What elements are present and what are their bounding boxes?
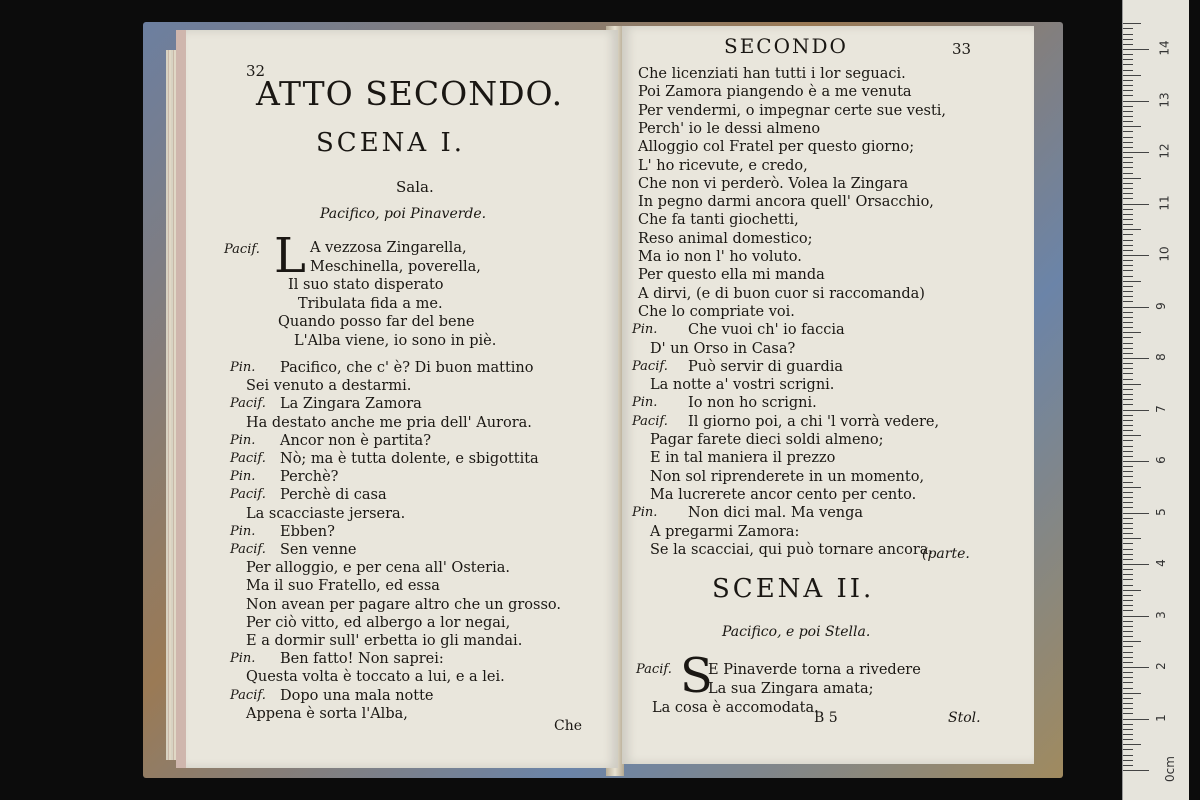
- characters-line: Pacifico, e poi Stella.: [722, 624, 871, 640]
- verse-line: Tribulata fida a me.: [298, 295, 443, 312]
- verse-line: D' un Orso in Casa?: [650, 340, 796, 357]
- ruler-label: 9: [1153, 301, 1168, 310]
- speaker-label: Pin.: [632, 505, 658, 521]
- ruler-tick: [1123, 399, 1133, 400]
- verse-line: Se la scacciai, qui può tornare ancora.: [650, 541, 934, 558]
- verse-line: Quando posso far del bene: [278, 314, 475, 330]
- ruler-tick: [1123, 394, 1133, 395]
- ruler-tick: [1123, 497, 1133, 498]
- ruler-tick: [1123, 59, 1133, 60]
- verse-line: Per ciò vitto, ed albergo a lor negai,: [246, 614, 511, 631]
- verse-line: Meschinella, poverella,: [310, 258, 481, 275]
- ruler-tick: [1123, 245, 1133, 246]
- ruler-tick: [1123, 188, 1133, 189]
- ruler-tick: [1123, 343, 1133, 344]
- verse-line: E Pinaverde torna a rivedere: [708, 662, 921, 678]
- speaker-label: Pacif.: [230, 396, 266, 412]
- ruler-tick: [1123, 507, 1133, 508]
- ruler-tick: [1123, 440, 1133, 441]
- ruler-tick: [1123, 672, 1133, 673]
- ruler-tick: [1123, 420, 1133, 421]
- verse-line: La Zingara Zamora: [280, 396, 422, 413]
- right-page: [622, 26, 1034, 764]
- ruler-tick: [1123, 70, 1133, 71]
- measuring-ruler: [1122, 0, 1189, 800]
- ruler-tick: [1123, 616, 1149, 617]
- speaker-label: Pacif.: [230, 487, 266, 503]
- ruler-tick: [1123, 724, 1133, 725]
- verse-line: A vezzosa Zingarella,: [310, 240, 467, 256]
- ruler-tick: [1123, 281, 1141, 282]
- verse-line: Questa volta è toccato a lui, e a lei.: [246, 669, 505, 686]
- drop-cap: S: [680, 648, 713, 704]
- ruler-tick: [1123, 693, 1141, 694]
- verse-line: Ancor non è partita?: [280, 432, 431, 449]
- verse-line: Per questo ella mi manda: [638, 267, 825, 284]
- verse-line: Il suo stato disperato: [288, 277, 444, 293]
- verse-line: Ma lucrerete ancor cento per cento.: [650, 486, 917, 503]
- ruler-tick: [1123, 260, 1133, 261]
- ruler-tick: [1123, 363, 1133, 364]
- speaker-label: Pacif.: [230, 542, 266, 557]
- verse-line: Reso animal domestico;: [638, 230, 813, 247]
- act-title: ATTO SECONDO.: [256, 74, 564, 113]
- verse-line: L' ho ricevute, e credo,: [638, 157, 808, 174]
- verse-line: Sen venne: [280, 542, 357, 558]
- ruler-tick: [1123, 209, 1133, 210]
- ruler-tick: [1123, 90, 1133, 91]
- ruler-tick: [1123, 523, 1133, 524]
- ruler-tick: [1123, 590, 1141, 591]
- verse-line: La cosa è accomodata.: [652, 700, 819, 716]
- verse-line: Può servir di guardia: [688, 358, 844, 375]
- ruler-tick: [1123, 296, 1133, 297]
- verse-line: Poi Zamora piangendo è a me venuta: [638, 84, 912, 101]
- verse-line: Dopo una mala notte: [280, 687, 434, 704]
- ruler-tick: [1123, 482, 1133, 483]
- ruler-tick: [1123, 312, 1133, 313]
- ruler-tick: [1123, 332, 1141, 333]
- verse-line: Per vendermi, o impegnar certe sue vesti,: [638, 102, 947, 119]
- verse-line: Ha destato anche me pria dell' Aurora.: [246, 414, 532, 431]
- ruler-tick: [1123, 255, 1149, 256]
- verse-line: Che fa tanti giochetti,: [638, 212, 799, 229]
- ruler-tick: [1123, 250, 1133, 251]
- ruler-tick: [1123, 54, 1133, 55]
- ruler-tick: [1123, 384, 1141, 385]
- speaker-label: Pin.: [230, 432, 256, 448]
- left-page: [176, 30, 618, 768]
- verse-line: A pregarmi Zamora:: [650, 523, 800, 540]
- ruler-tick: [1123, 446, 1133, 447]
- ruler-tick: [1123, 198, 1133, 199]
- ruler-tick: [1123, 744, 1141, 745]
- verse-line: Io non ho scrigni.: [688, 395, 817, 412]
- ruler-tick: [1123, 466, 1133, 467]
- ruler-tick: [1123, 641, 1141, 642]
- ruler-tick: [1123, 322, 1133, 323]
- ruler-label: 10: [1157, 246, 1172, 262]
- ruler-tick: [1123, 389, 1133, 390]
- ruler-tick: [1123, 147, 1133, 148]
- ruler-tick: [1123, 677, 1133, 678]
- ruler-tick: [1123, 451, 1133, 452]
- ruler-tick: [1123, 682, 1133, 683]
- verse-line: Ebben?: [280, 523, 335, 540]
- ruler-tick: [1123, 564, 1149, 565]
- verse-line: Ben fatto! Non saprei:: [280, 651, 444, 668]
- ruler-label: 8: [1153, 353, 1168, 361]
- verse-line: La scacciaste jersera.: [246, 505, 406, 522]
- verse-line: In pegno darmi ancora quell' Orsacchio,: [638, 194, 934, 211]
- speaker-label: Pacif.: [230, 451, 266, 466]
- verse-line: E a dormir sull' erbetta io gli mandai.: [246, 633, 523, 649]
- verse-line: Che vuoi ch' io faccia: [688, 322, 845, 339]
- ruler-tick: [1123, 162, 1133, 163]
- ruler-label: 6: [1153, 456, 1168, 464]
- ruler-tick: [1123, 39, 1133, 40]
- catchword: Stol.: [948, 710, 981, 726]
- ruler-tick: [1123, 528, 1133, 529]
- ruler-tick: [1123, 348, 1133, 349]
- ruler-tick: [1123, 121, 1133, 122]
- scene-heading: SCENA I.: [316, 128, 466, 158]
- ruler-tick: [1123, 111, 1133, 112]
- verse-line: Nò; ma è tutta dolente, e sbigottita: [280, 451, 539, 467]
- verse-line: E in tal maniera il prezzo: [650, 450, 836, 467]
- ruler-tick: [1123, 80, 1133, 81]
- ruler-tick: [1123, 533, 1133, 534]
- ruler-tick: [1123, 667, 1149, 668]
- ruler-tick: [1123, 415, 1133, 416]
- verse-line: Sei venuto a destarmi.: [246, 378, 412, 395]
- ruler-label: 3: [1153, 610, 1168, 619]
- ruler-tick: [1123, 95, 1133, 96]
- ruler-tick: [1123, 688, 1133, 689]
- ruler-tick: [1123, 106, 1133, 107]
- ruler-tick: [1123, 698, 1133, 699]
- ruler-tick: [1123, 219, 1133, 220]
- ruler-tick: [1123, 595, 1133, 596]
- ruler-tick: [1123, 137, 1133, 138]
- speaker-label: Pacif.: [632, 413, 668, 429]
- ruler-tick: [1123, 652, 1133, 653]
- ruler-tick: [1123, 34, 1133, 35]
- ruler-tick: [1123, 610, 1133, 611]
- ruler-tick: [1123, 456, 1133, 457]
- ruler-tick: [1123, 167, 1133, 168]
- ruler-tick: [1123, 368, 1133, 369]
- characters-line: Pacifico, poi Pinaverde.: [320, 206, 487, 222]
- ruler-tick: [1123, 44, 1133, 45]
- ruler-tick: [1123, 703, 1133, 704]
- speaker-label: Pacif.: [230, 687, 266, 703]
- catchword: Che: [554, 718, 583, 734]
- ruler-tick: [1123, 713, 1133, 714]
- ruler-tick: [1123, 471, 1133, 472]
- verse-line: L'Alba viene, io sono in piè.: [294, 332, 497, 349]
- ruler-tick: [1123, 173, 1133, 174]
- speaker-label: Pacif.: [632, 358, 668, 374]
- ruler-tick: [1123, 126, 1141, 127]
- verse-line: Il giorno poi, a chi 'l vorrà vedere,: [688, 413, 940, 430]
- ruler-tick: [1123, 49, 1149, 50]
- ruler-tick: [1123, 131, 1133, 132]
- speaker-label: Pin.: [632, 395, 658, 411]
- ruler-tick: [1123, 657, 1133, 658]
- ruler-tick: [1123, 549, 1133, 550]
- ruler-tick: [1123, 116, 1133, 117]
- ruler-tick: [1123, 755, 1133, 756]
- verse-line: Ma io non l' ho voluto.: [638, 249, 802, 265]
- ruler-tick: [1123, 291, 1133, 292]
- ruler-tick: [1123, 770, 1149, 771]
- ruler-tick: [1123, 662, 1133, 663]
- ruler-tick: [1123, 487, 1141, 488]
- ruler-tick: [1123, 574, 1133, 575]
- ruler-tick: [1123, 461, 1149, 462]
- ruler-tick: [1123, 85, 1133, 86]
- ruler-tick: [1123, 224, 1133, 225]
- verse-line: Ma il suo Fratello, ed essa: [246, 578, 440, 595]
- verse-line: Non sol riprenderete in un momento,: [650, 468, 925, 485]
- ruler-tick: [1123, 734, 1133, 735]
- verse-line: Alloggio col Fratel per questo giorno;: [638, 139, 915, 156]
- ruler-tick: [1123, 636, 1133, 637]
- ruler-tick: [1123, 430, 1133, 431]
- ruler-label: 13: [1157, 91, 1172, 108]
- speaker-label: Pin.: [230, 523, 256, 539]
- ruler-tick: [1123, 64, 1133, 65]
- ruler-tick: [1123, 229, 1141, 230]
- scene-setting: Sala.: [396, 178, 434, 196]
- ruler-tick: [1123, 729, 1133, 730]
- ruler-tick: [1123, 605, 1133, 606]
- ruler-tick: [1123, 708, 1133, 709]
- ruler-tick: [1123, 214, 1133, 215]
- ruler-tick: [1123, 538, 1141, 539]
- ruler-tick: [1123, 373, 1133, 374]
- speaker-label: Pacif.: [224, 242, 260, 257]
- verse-line: La notte a' vostri scrigni.: [650, 377, 835, 394]
- page-number: 32: [246, 62, 266, 80]
- speaker-label: Pacif.: [636, 662, 672, 677]
- verse-line: Per alloggio, e per cena all' Osteria.: [246, 560, 510, 577]
- verse-line: Perchè?: [280, 469, 339, 486]
- speaker-label: Pin.: [230, 651, 256, 667]
- drop-cap: L: [274, 228, 306, 284]
- ruler-label: 5: [1153, 507, 1168, 516]
- ruler-tick: [1123, 327, 1133, 328]
- ruler-tick: [1123, 739, 1133, 740]
- verse-line: Appena è sorta l'Alba,: [246, 705, 408, 722]
- ruler-tick: [1123, 142, 1133, 143]
- ruler-tick: [1123, 270, 1133, 271]
- ruler-label: 14: [1157, 40, 1172, 56]
- verse-line: Che lo compriate voi.: [638, 303, 795, 320]
- ruler-tick: [1123, 765, 1133, 766]
- ruler-tick: [1123, 554, 1133, 555]
- ruler-label: 11: [1157, 194, 1172, 211]
- ruler-tick: [1123, 28, 1133, 29]
- ruler-tick: [1123, 760, 1133, 761]
- ruler-label: 0cm: [1162, 756, 1177, 782]
- ruler-tick: [1123, 513, 1149, 514]
- ruler-tick: [1123, 435, 1141, 436]
- verse-line: Non avean per pagare altro che un grosso.: [246, 596, 561, 613]
- ruler-tick: [1123, 204, 1149, 205]
- ruler-tick: [1123, 646, 1133, 647]
- ruler-tick: [1123, 178, 1141, 179]
- verse-line: La sua Zingara amata;: [708, 681, 874, 697]
- ruler-tick: [1123, 410, 1149, 411]
- page-number: 33: [952, 40, 972, 58]
- verse-line: Pagar farete dieci soldi almeno;: [650, 432, 884, 448]
- signature-mark: B 5: [814, 710, 838, 726]
- ruler-tick: [1123, 476, 1133, 477]
- verse-line: Che non vi perderò. Volea la Zingara: [638, 175, 909, 192]
- ruler-label: 7: [1153, 404, 1168, 413]
- ruler-tick: [1123, 749, 1133, 750]
- verse-line: Perchè di casa: [280, 487, 387, 504]
- ruler-label: 12: [1157, 143, 1172, 159]
- verse-line: Perch' io le dessi almeno: [638, 120, 821, 137]
- ruler-tick: [1123, 559, 1133, 560]
- ruler-tick: [1123, 337, 1133, 338]
- ruler-tick: [1123, 579, 1133, 580]
- ruler-tick: [1123, 543, 1133, 544]
- speaker-label: Pin.: [632, 322, 658, 338]
- scene-heading: SCENA II.: [712, 574, 875, 604]
- ruler-tick: [1123, 425, 1133, 426]
- verse-line: Pacifico, che c' è? Di buon mattino: [280, 360, 534, 376]
- ruler-tick: [1123, 157, 1133, 158]
- ruler-label: 4: [1153, 559, 1168, 567]
- ruler-tick: [1123, 276, 1133, 277]
- ruler-tick: [1123, 358, 1149, 359]
- ruler-label: 1: [1153, 713, 1168, 722]
- ruler-tick: [1123, 234, 1133, 235]
- ruler-tick: [1123, 719, 1149, 720]
- speaker-label: Pin.: [230, 469, 256, 485]
- ruler-tick: [1123, 193, 1133, 194]
- ruler-tick: [1123, 301, 1133, 302]
- ruler-tick: [1123, 265, 1133, 266]
- ruler-tick: [1123, 502, 1133, 503]
- ruler-tick: [1123, 23, 1141, 24]
- ruler-tick: [1123, 404, 1133, 405]
- ruler-tick: [1123, 307, 1149, 308]
- ruler-tick: [1123, 626, 1133, 627]
- ruler-tick: [1123, 379, 1133, 380]
- ruler-tick: [1123, 317, 1133, 318]
- ruler-tick: [1123, 152, 1149, 153]
- verse-line: Non dici mal. Ma venga: [688, 505, 864, 522]
- ruler-tick: [1123, 631, 1133, 632]
- ruler-label: 2: [1153, 662, 1168, 670]
- running-head: SECONDO: [724, 34, 848, 58]
- ruler-tick: [1123, 600, 1133, 601]
- ruler-tick: [1123, 183, 1133, 184]
- ruler-tick: [1123, 518, 1133, 519]
- ruler-tick: [1123, 101, 1149, 102]
- verse-line: A dirvi, (e di buon cuor si raccomanda): [638, 285, 925, 302]
- verse-line: Che licenziati han tutti i lor seguaci.: [638, 66, 906, 82]
- ruler-tick: [1123, 240, 1133, 241]
- ruler-tick: [1123, 75, 1141, 76]
- ruler-tick: [1123, 286, 1133, 287]
- ruler-tick: [1123, 621, 1133, 622]
- ruler-tick: [1123, 492, 1133, 493]
- ruler-tick: [1123, 569, 1133, 570]
- ruler-tick: [1123, 353, 1133, 354]
- speaker-label: Pin.: [230, 360, 256, 375]
- ruler-tick: [1123, 585, 1133, 586]
- stage-direction: (parte.: [922, 546, 970, 562]
